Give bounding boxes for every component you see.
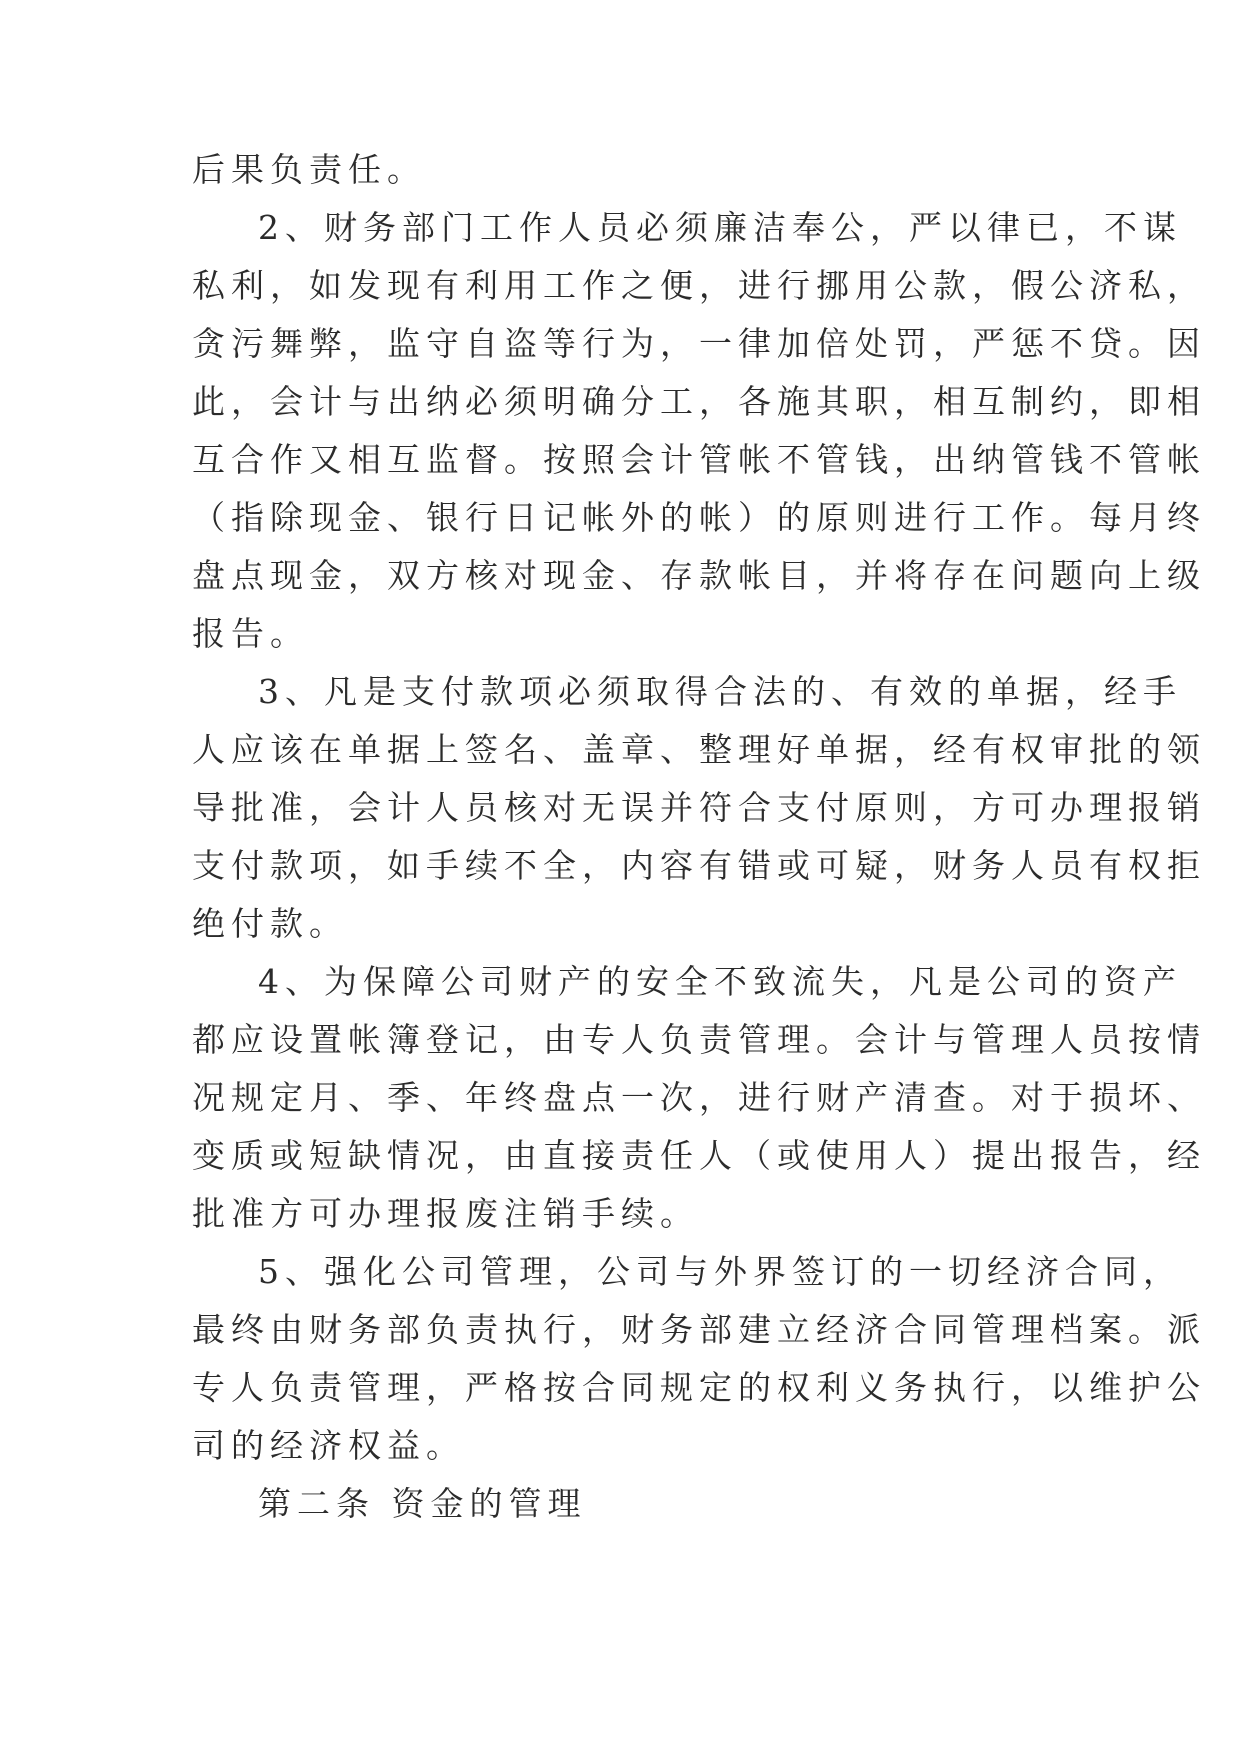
text-line: 都应设置帐簿登记，由专人负责管理。会计与管理人员按情: [192, 1020, 1206, 1059]
text-line: 最终由财务部负责执行，财务部建立经济合同管理档案。派: [192, 1310, 1206, 1349]
text-line: 人应该在单据上签名、盖章、整理好单据，经有权审批的领: [192, 730, 1206, 769]
text-line: 互合作又相互监督。按照会计管帐不管钱，出纳管钱不管帐: [192, 440, 1206, 479]
text-line: 况规定月、季、年终盘点一次，进行财产清查。对于损坏、: [192, 1078, 1206, 1117]
paragraph-2-start: 2、财务部门工作人员必须廉洁奉公，严以律已，不谋: [258, 208, 1182, 247]
text-line: （指除现金、银行日记帐外的帐）的原则进行工作。每月终: [192, 498, 1206, 537]
paragraph-3-start: 3、凡是支付款项必须取得合法的、有效的单据，经手: [258, 672, 1182, 711]
text-line: 绝付款。: [192, 904, 348, 943]
text-line: 司的经济权益。: [192, 1426, 465, 1465]
text-line: 专人负责管理，严格按合同规定的权利义务执行，以维护公: [192, 1368, 1206, 1407]
text-line: 支付款项，如手续不全，内容有错或可疑，财务人员有权拒: [192, 846, 1206, 885]
text-line: 批准方可办理报废注销手续。: [192, 1194, 699, 1233]
text-line: 贪污舞弊，监守自盗等行为，一律加倍处罚，严惩不贷。因: [192, 324, 1206, 363]
section-heading: 第二条 资金的管理: [258, 1484, 587, 1523]
text-line: 变质或短缺情况，由直接责任人（或使用人）提出报告，经: [192, 1136, 1206, 1175]
text-line: 报告。: [192, 614, 309, 653]
text-line: 此，会计与出纳必须明确分工，各施其职，相互制约，即相: [192, 382, 1206, 421]
text-line: 后果负责任。: [192, 150, 426, 189]
paragraph-5-start: 5、强化公司管理，公司与外界签订的一切经济合同，: [258, 1252, 1182, 1291]
text-line: 导批准，会计人员核对无误并符合支付原则，方可办理报销: [192, 788, 1206, 827]
text-line: 盘点现金，双方核对现金、存款帐目，并将存在问题向上级: [192, 556, 1206, 595]
text-line: 私利，如发现有利用工作之便，进行挪用公款，假公济私，: [192, 266, 1206, 305]
paragraph-4-start: 4、为保障公司财产的安全不致流失，凡是公司的资产: [258, 962, 1182, 1001]
